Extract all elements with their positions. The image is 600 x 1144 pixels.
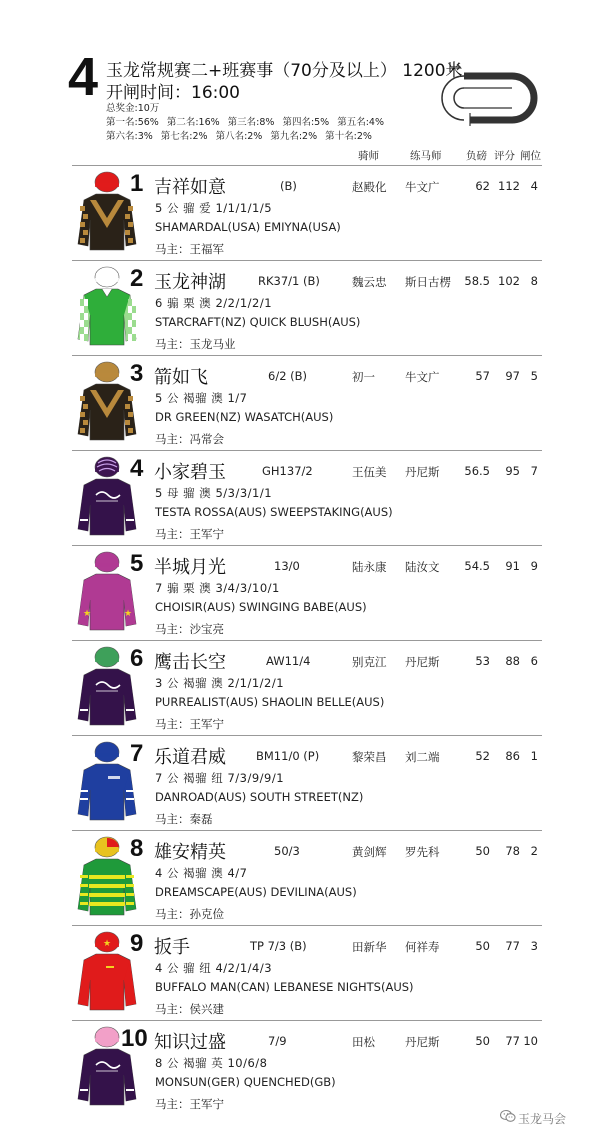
runner-number: 9: [130, 930, 144, 957]
horse-details: 8 公 褐骝 英 10/6/8: [155, 1056, 268, 1070]
carried-weight: 56.5: [464, 464, 490, 478]
prize-share: 第九名:2%: [270, 131, 318, 142]
horse-owner: 马主：玉龙马业: [155, 337, 236, 351]
horse-pedigree: DREAMSCAPE(AUS) DEVILINA(AUS): [155, 885, 357, 899]
horse-owner: 马主：秦磊: [155, 812, 213, 826]
trainer-name: 刘二端: [405, 750, 440, 764]
runner-number: 8: [130, 835, 144, 862]
horse-owner: 马主：王福军: [155, 242, 224, 256]
runner-entry: [0, 831, 600, 926]
horse-score: 95: [505, 464, 520, 478]
prize-share: 第五名:4%: [337, 117, 384, 128]
horse-owner: 马主：王军宁: [155, 1097, 224, 1111]
jockey-name: 魏云忠: [352, 275, 387, 289]
horse-name: 雄安精英: [154, 842, 226, 863]
col-weight: 负磅: [466, 150, 487, 162]
carried-weight: 50: [475, 939, 490, 953]
column-headers: [0, 148, 600, 164]
horse-details: 5 公 褐骝 澳 1/7: [155, 391, 248, 405]
horse-rating: BM11/0 (P): [256, 749, 320, 763]
horse-pedigree: MONSUN(GER) QUENCHED(GB): [155, 1075, 336, 1089]
carried-weight: 57: [475, 369, 490, 383]
runner-number: 1: [130, 170, 144, 197]
trainer-name: 丹尼斯: [405, 655, 440, 669]
prize-share: 第二名:16%: [166, 117, 220, 128]
horse-owner: 马主：王军宁: [155, 527, 224, 541]
horse-rating: TP 7/3 (B): [250, 939, 307, 953]
svg-text:★: ★: [83, 609, 92, 619]
runner-number: 6: [130, 645, 144, 672]
horse-pedigree: BUFFALO MAN(CAN) LEBANESE NIGHTS(AUS): [155, 980, 414, 994]
wechat-icon: [500, 1109, 516, 1123]
col-jockey: 骑师: [358, 150, 379, 162]
carried-weight: 50: [475, 844, 490, 858]
horse-details: 3 公 褐骝 澳 2/1/1/2/1: [155, 676, 285, 690]
barrier-draw: 1: [530, 749, 538, 763]
barrier-draw: 5: [530, 369, 538, 383]
prize-share: 第一名:56%: [106, 117, 159, 128]
svg-text:★: ★: [102, 939, 112, 949]
barrier-draw: 6: [530, 654, 538, 668]
runner-number: 2: [130, 265, 144, 292]
horse-score: 77: [505, 1034, 520, 1048]
horse-rating: RK37/1 (B): [258, 274, 320, 288]
horse-pedigree: TESTA ROSSA(AUS) SWEEPSTAKING(AUS): [155, 505, 393, 519]
barrier-draw: 8: [530, 274, 538, 288]
horse-score: 78: [505, 844, 520, 858]
trainer-name: 牛文广: [405, 370, 440, 384]
horse-details: 7 公 褐骝 纽 7/3/9/9/1: [155, 771, 285, 785]
barrier-draw: 9: [530, 559, 538, 573]
horse-name: 半城月光: [154, 557, 226, 578]
horse-rating: 7/9: [268, 1034, 287, 1048]
runner-number: 5: [130, 550, 144, 577]
prize-share: 第三名:8%: [227, 117, 275, 128]
horse-pedigree: STARCRAFT(NZ) QUICK BLUSH(AUS): [155, 315, 361, 329]
jockey-name: 黄剑辉: [352, 845, 387, 859]
horse-name: 知识过盛: [154, 1032, 226, 1053]
runner-entry: [0, 736, 600, 831]
horse-details: 4 公 骝 纽 4/2/1/4/3: [155, 961, 273, 975]
runner-number: 10: [121, 1025, 148, 1052]
runner-entry: [0, 166, 600, 261]
horse-score: 102: [498, 274, 520, 288]
runner-entry: [0, 1021, 600, 1116]
barrier-draw: 7: [530, 464, 538, 478]
barrier-draw: 4: [530, 179, 538, 193]
horse-pedigree: CHOISIR(AUS) SWINGING BABE(AUS): [155, 600, 367, 614]
carried-weight: 50: [475, 1034, 490, 1048]
prize-distribution-row-1: [106, 114, 392, 128]
trainer-name: 斯日古楞: [405, 275, 451, 289]
barrier-draw: 2: [530, 844, 538, 858]
runner-entry: [0, 261, 600, 356]
col-draw: 闸位: [520, 150, 541, 162]
watermark: [500, 1108, 590, 1130]
horse-rating: (B): [280, 179, 297, 193]
horse-name: 箭如飞: [154, 367, 208, 388]
svg-text:★: ★: [124, 609, 133, 619]
horse-score: 77: [505, 939, 520, 953]
horse-score: 91: [505, 559, 520, 573]
trainer-name: 牛文广: [405, 180, 440, 194]
race-title: 玉龙常规赛二+班赛事（70分及以上） 1200米: [106, 61, 463, 81]
track-diagram-icon: [420, 58, 540, 126]
horse-name: 乐道君威: [154, 747, 226, 768]
horse-rating: AW11/4: [266, 654, 311, 668]
horse-owner: 马主：王军宁: [155, 717, 224, 731]
barrier-draw: 10: [523, 1034, 538, 1048]
jockey-name: 陆永康: [352, 560, 387, 574]
horse-name: 小家碧玉: [154, 462, 226, 483]
watermark-text: 玉龙马会: [518, 1112, 567, 1126]
carried-weight: 58.5: [464, 274, 490, 288]
runner-number: 4: [130, 455, 144, 482]
barrier-draw: 3: [530, 939, 538, 953]
horse-name: 吉祥如意: [154, 177, 226, 198]
runner-entry: [0, 546, 600, 641]
horse-rating: 13/0: [274, 559, 300, 573]
horse-pedigree: DANROAD(AUS) SOUTH STREET(NZ): [155, 790, 364, 804]
carried-weight: 62: [475, 179, 490, 193]
runner-number: 3: [130, 360, 144, 387]
jockey-name: 田松: [352, 1035, 375, 1049]
runner-entry: [0, 356, 600, 451]
trainer-name: 丹尼斯: [405, 465, 440, 479]
jockey-name: 初一: [352, 370, 375, 384]
horse-owner: 马主：冯常会: [155, 432, 224, 446]
jockey-name: 黎荣昌: [352, 750, 387, 764]
jockey-name: 赵殿化: [352, 180, 387, 194]
horse-owner: 马主：侯兴建: [155, 1002, 224, 1016]
carried-weight: 53: [475, 654, 490, 668]
horse-score: 88: [505, 654, 520, 668]
runner-entry: [0, 926, 600, 1021]
race-header: [0, 0, 600, 160]
col-score: 评分: [494, 150, 515, 162]
horse-details: 5 母 骝 澳 5/3/3/1/1: [155, 486, 273, 500]
horse-name: 玉龙神湖: [154, 272, 226, 293]
carried-weight: 52: [475, 749, 490, 763]
prize-share: 第四名:5%: [282, 117, 330, 128]
horse-score: 86: [505, 749, 520, 763]
horse-rating: GH137/2: [262, 464, 313, 478]
col-trainer: 练马师: [410, 150, 442, 162]
prize-share: 第七名:2%: [160, 131, 208, 142]
prize-total: 总奖金:10万: [106, 103, 160, 114]
jockey-name: 王伍美: [352, 465, 387, 479]
prize-share: 第八名:2%: [215, 131, 263, 142]
horse-pedigree: DR GREEN(NZ) WASATCH(AUS): [155, 410, 334, 424]
runner-number: 7: [130, 740, 144, 767]
horse-owner: 马主：孙克俭: [155, 907, 224, 921]
horse-name: 鹰击长空: [154, 652, 226, 673]
prize-distribution-row-2: [106, 128, 380, 142]
trainer-name: 罗先科: [405, 845, 440, 859]
horse-details: 5 公 骝 爱 1/1/1/1/5: [155, 201, 273, 215]
horse-pedigree: SHAMARDAL(USA) EMIYNA(USA): [155, 220, 341, 234]
horse-rating: 50/3: [274, 844, 300, 858]
horse-owner: 马主：沙宝亮: [155, 622, 224, 636]
race-number: 4: [68, 47, 99, 107]
horse-details: 4 公 褐骝 澳 4/7: [155, 866, 248, 880]
runner-entry: [0, 641, 600, 736]
jockey-name: 田新华: [352, 940, 387, 954]
race-start-time: 开闸时间：16:00: [106, 83, 240, 103]
trainer-name: 丹尼斯: [405, 1035, 440, 1049]
horse-name: 扳手: [154, 937, 190, 958]
horse-rating: 6/2 (B): [268, 369, 308, 383]
runner-entry: [0, 451, 600, 546]
horse-score: 112: [498, 179, 520, 193]
horse-score: 97: [505, 369, 520, 383]
horse-pedigree: PURREALIST(AUS) SHAOLIN BELLE(AUS): [155, 695, 385, 709]
jockey-name: 别克江: [352, 655, 387, 669]
prize-share: 第十名:2%: [325, 131, 372, 142]
prize-share: 第六名:3%: [106, 131, 153, 142]
trainer-name: 何祥寿: [405, 940, 440, 954]
trainer-name: 陆汝文: [405, 560, 440, 574]
horse-details: 7 骟 栗 澳 3/4/3/10/1: [155, 581, 280, 595]
carried-weight: 54.5: [464, 559, 490, 573]
horse-details: 6 骟 栗 澳 2/2/1/2/1: [155, 296, 273, 310]
